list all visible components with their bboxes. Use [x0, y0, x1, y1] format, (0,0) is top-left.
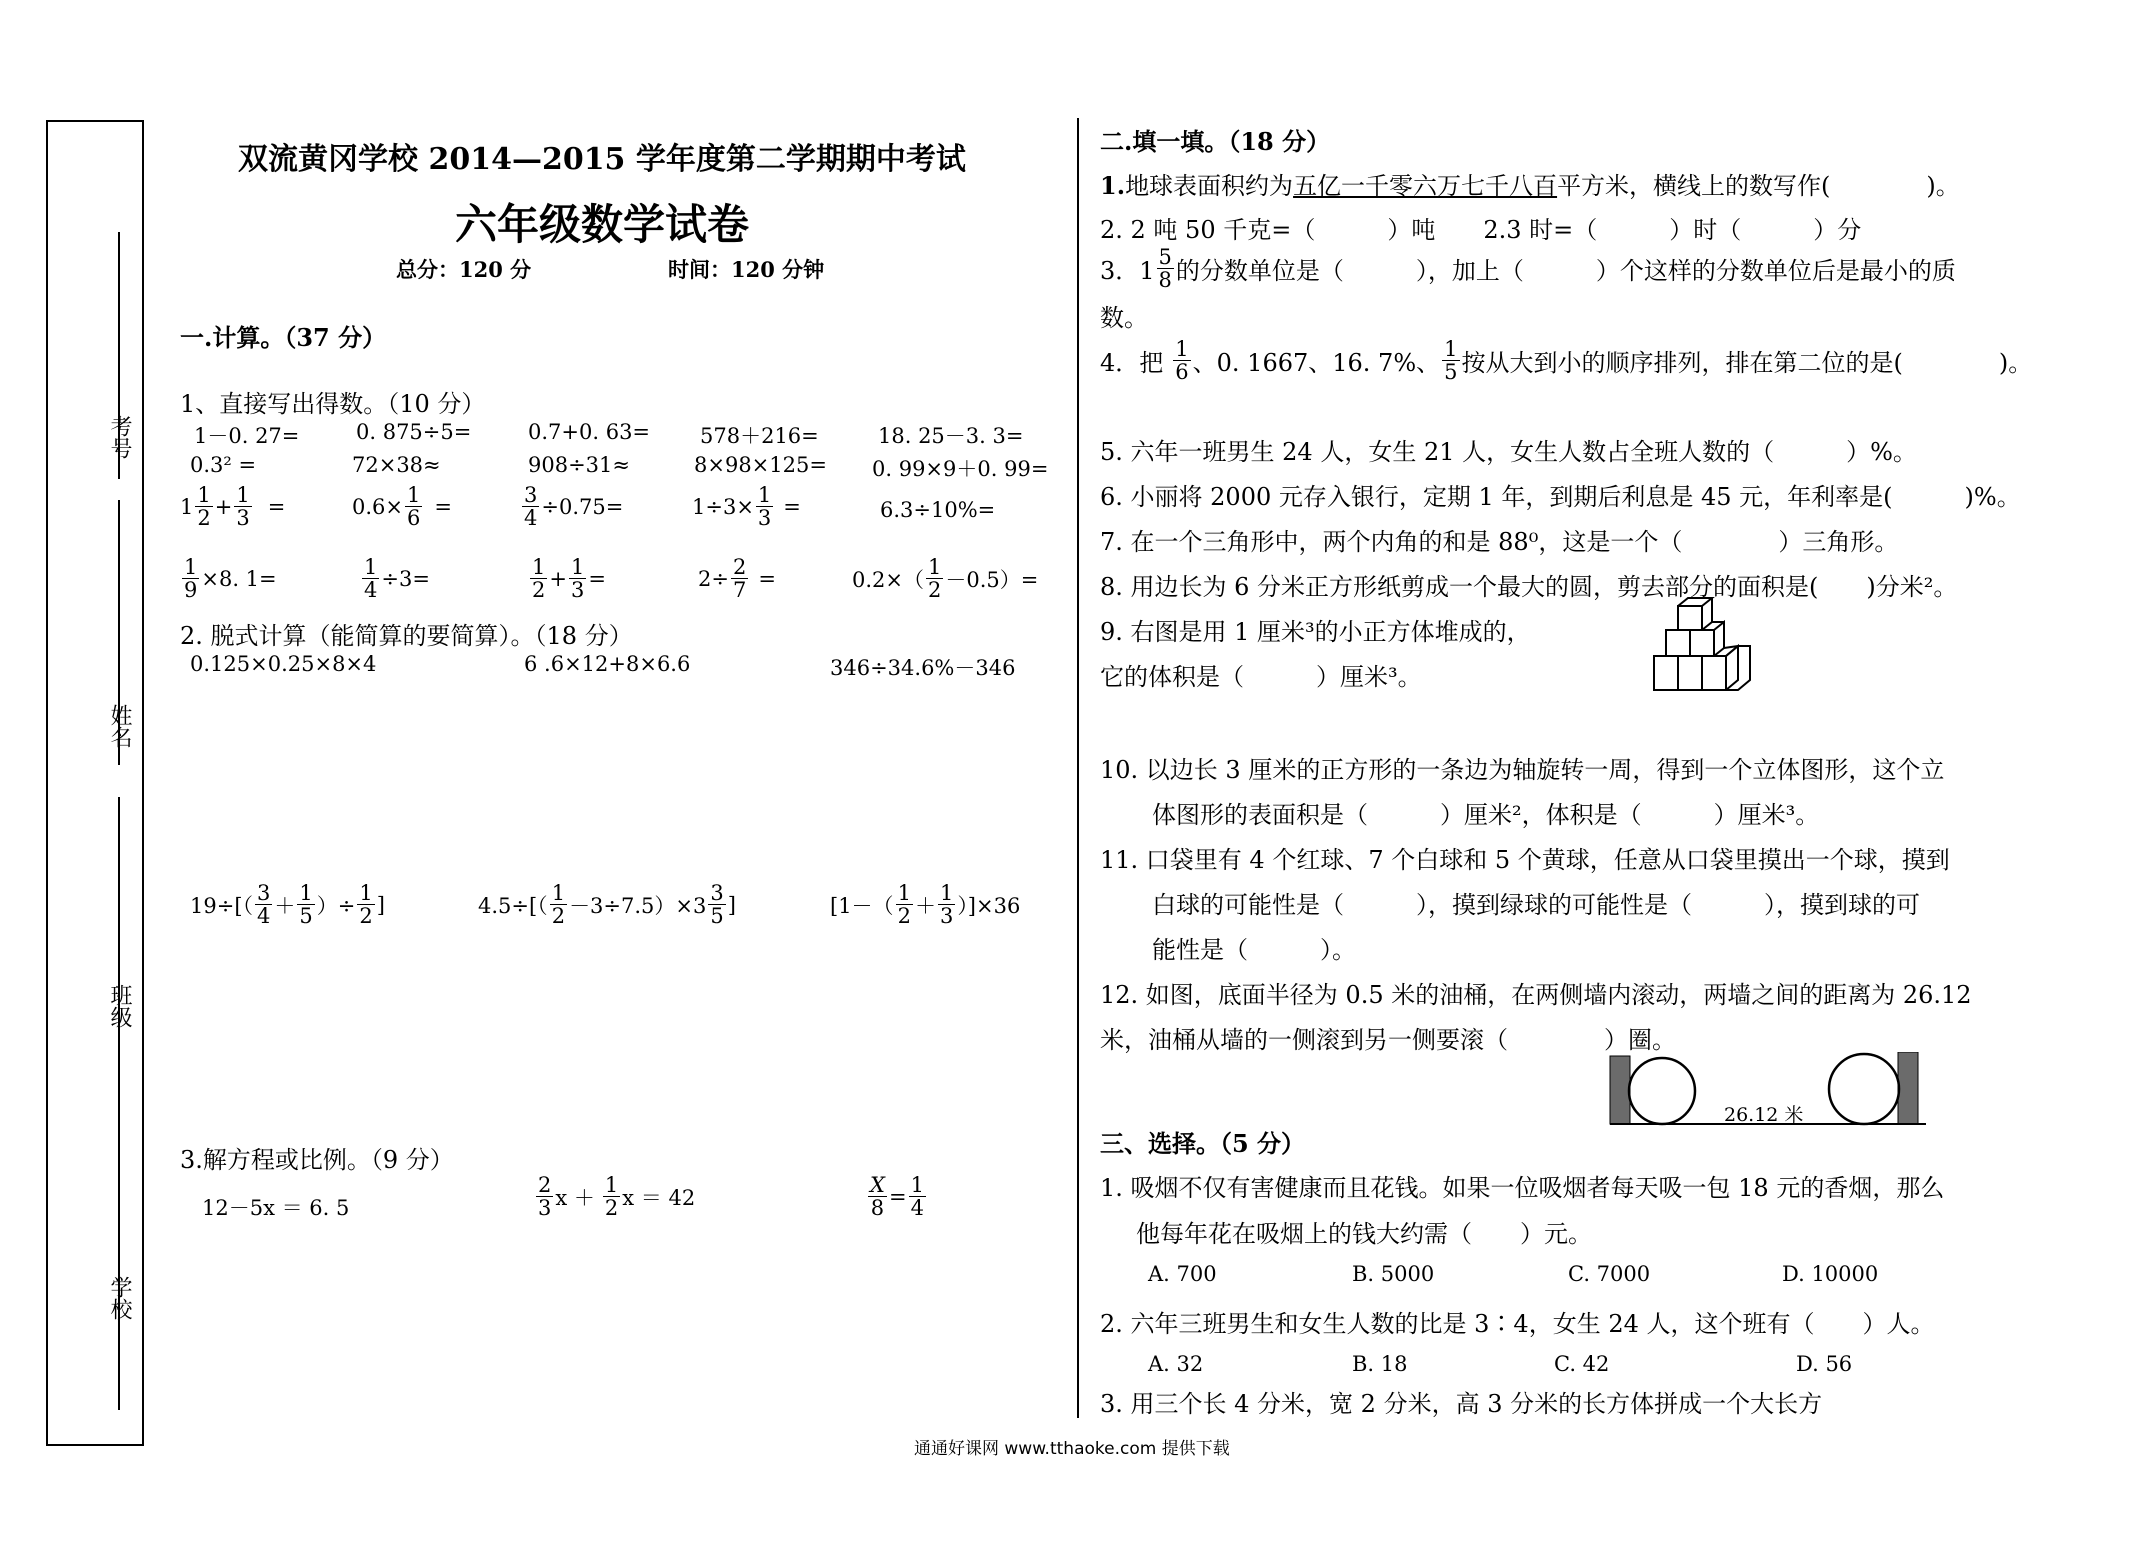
- c2: 2. 六年三班男生和女生人数的比是 3∶4，女生 24 人，这个班有（ ）人。: [1100, 1310, 1935, 1338]
- main-title: 六年级数学试卷: [455, 200, 750, 249]
- q3-cont: 数。: [1100, 304, 1148, 332]
- exam-number-label: 考号: [107, 415, 132, 459]
- q12-a: 12. 如图，底面半径为 0.5 米的油桶，在两侧墙内滚动，两墙之间的距离为 26.12: [1100, 981, 1972, 1009]
- s1-title: 1、直接写出得数。（10 分）: [180, 390, 486, 418]
- q3: 3．1 $\frac{5}{8}$ 的分数单位是（ ），加上（ ）个这样的分数单位后是最小的质: [1100, 245, 1956, 293]
- q11-b: 白球的可能性是（ ），摸到绿球的可能性是（ ），摸到球的可: [1152, 891, 1920, 919]
- part2-heading: 二.填一填。（18 分）: [1100, 127, 1331, 156]
- binding-strip: [46, 120, 144, 1446]
- q11-c: 能性是（ ）。: [1152, 936, 1356, 964]
- c3: 3. 用三个长 4 分米，宽 2 分米，高 3 分米的长方体拼成一个大长方: [1100, 1390, 1823, 1418]
- s1-item: 578＋216=: [700, 424, 819, 448]
- school-label: 学校: [107, 1276, 132, 1320]
- class-line: [118, 797, 120, 1107]
- s1-item-chain: 1÷3× $\frac{1}{3}$ =: [692, 483, 801, 531]
- q7: 7. 在一个三角形中，两个内角的和是 88⁰，这是一个（ ）三角形。: [1100, 528, 1899, 556]
- s3-equation-3: $\frac{X}{8}$ = $\frac{1}{4}$: [870, 1173, 924, 1221]
- q11-a: 11. 口袋里有 4 个红球、7 个白球和 5 个黄球，任意从口袋里摸出一个球，摸到: [1100, 846, 1950, 874]
- school-title: 双流黄冈学校 2014—2015 学年度第二学期期中考试: [238, 142, 966, 177]
- c1-option: A. 700: [1148, 1262, 1217, 1286]
- s1-item-product: 0.6× $\frac{1}{6}$ =: [352, 483, 452, 531]
- s1-item: 18. 25－3. 3=: [878, 424, 1024, 448]
- s1-item-mixed-sum: 1 $\frac{1}{2}$ + $\frac{1}{3}$ =: [180, 483, 286, 531]
- part1-heading: 一.计算。（37 分）: [180, 323, 387, 352]
- c1-option: B. 5000: [1352, 1262, 1435, 1286]
- q9-b: 它的体积是（ ）厘米³。: [1100, 663, 1422, 691]
- drum-distance-label: 26.12 米: [1724, 1104, 1804, 1126]
- footer-source: 通通好课网 www.tthaoke.com 提供下载: [914, 1439, 1230, 1459]
- q1: 1.地球表面积约为五亿一千零六万七千八百平方米，横线上的数写作( )。: [1100, 171, 1960, 200]
- class-label: 班级: [107, 984, 132, 1028]
- s1-item: 0. 99×9＋0. 99=: [872, 457, 1049, 481]
- c2-option: B. 18: [1352, 1352, 1408, 1376]
- s3-equation-2: $\frac{2}{3}$ x ＋ $\frac{1}{2}$ x ＝ 42: [538, 1173, 696, 1221]
- q6: 6. 小丽将 2000 元存入银行，定期 1 年，到期后利息是 45 元，年利率是( )%。: [1100, 483, 2021, 511]
- q10-a: 10. 以边长 3 厘米的正方形的一条边为轴旋转一周，得到一个立体图形，这个立: [1100, 756, 1945, 784]
- s1-item: 908÷31≈: [528, 453, 630, 477]
- q10-b: 体图形的表面积是（ ）厘米²，体积是（ ）厘米³。: [1152, 801, 1820, 829]
- total-score: 总分：120 分: [396, 257, 532, 282]
- s1-item-division: $\frac{3}{4}$ ÷0.75=: [524, 483, 624, 531]
- s1-item: $\frac{1}{9}$ ×8. 1=: [184, 555, 277, 603]
- name-label: 姓名: [107, 704, 132, 748]
- c1-option: D. 10000: [1782, 1262, 1879, 1286]
- q8: 8. 用边长为 6 分米正方形纸剪成一个最大的圆，剪去部分的面积是( )分米²。: [1100, 573, 1958, 601]
- s1-item: 0.3² =: [190, 453, 257, 477]
- s2-item: 6 .6×12+8×6.6: [524, 652, 691, 676]
- cube-stack-figure: [1650, 596, 1760, 698]
- s3-equation-1: 12－5x ＝ 6. 5: [202, 1196, 350, 1220]
- s1-item: $\frac{1}{2}$ + $\frac{1}{3}$ =: [532, 555, 606, 603]
- c1-a: 1. 吸烟不仅有害健康而且花钱。如果一位吸烟者每天吸一包 18 元的香烟，那么: [1100, 1174, 1945, 1202]
- exam-time: 时间：120 分钟: [668, 257, 825, 282]
- s2-item: 346÷34.6%－346: [830, 656, 1016, 680]
- s2-item: 19÷[（ $\frac{3}{4}$ ＋ $\frac{1}{5}$ ）÷ $\frac{1}{2}$ ]: [190, 881, 385, 929]
- part3-heading: 三、选择。（5 分）: [1100, 1129, 1306, 1158]
- s3-title: 3.解方程或比例。（9 分）: [180, 1146, 454, 1174]
- c1-b: 他每年花在吸烟上的钱大约需（ ）元。: [1136, 1220, 1592, 1248]
- c2-option: C. 42: [1554, 1352, 1610, 1376]
- s1-item: 0.7+0. 63=: [528, 420, 651, 444]
- q9-a: 9. 右图是用 1 厘米³的小正方体堆成的，: [1100, 618, 1531, 646]
- s1-item: 72×38≈: [352, 453, 441, 477]
- s1-item: 0.2×（ $\frac{1}{2}$ －0.5）=: [852, 555, 1039, 603]
- school-line: [118, 1090, 120, 1410]
- q5: 5. 六年一班男生 24 人，女生 21 人，女生人数占全班人数的（ ）%。: [1100, 438, 1917, 466]
- c2-option: A. 32: [1148, 1352, 1204, 1376]
- c2-option: D. 56: [1796, 1352, 1853, 1376]
- s2-item: [1－（ $\frac{1}{2}$ ＋ $\frac{1}{3}$ ）]×36: [830, 881, 1021, 929]
- s1-item: 2 ÷ $\frac{2}{7}$ =: [698, 555, 776, 603]
- s1-item: $\frac{1}{4}$ ÷3=: [364, 555, 430, 603]
- s2-item: 0.125×0.25×8×4: [190, 652, 377, 676]
- s2-title: 2. 脱式计算（能简算的要简算）。（18 分）: [180, 622, 633, 650]
- c1-option: C. 7000: [1568, 1262, 1651, 1286]
- q4: 4．把 $\frac{1}{6}$ 、0. 1667、16. 7%、 $\frac{1}{5}$ 按从大到小的顺序排列，排在第二位的是( )。: [1100, 337, 2033, 385]
- q12-b: 米，油桶从墙的一侧滚到另一侧要滚（ ）圈。: [1100, 1026, 1676, 1054]
- s1-item: 8×98×125=: [694, 453, 827, 477]
- s2-item: 4.5÷[（ $\frac{1}{2}$ －3÷7.5）×3 $\frac{3}{5}$ ]: [478, 881, 736, 929]
- s1-item: 6.3÷10%=: [880, 498, 996, 522]
- column-divider: [1077, 118, 1079, 1418]
- q2: 2. 2 吨 50 千克=（ ）吨 2.3 时=（ ）时（ ）分: [1100, 216, 1862, 244]
- s1-item: 0. 875÷5=: [356, 420, 472, 444]
- s1-item: 1－0. 27=: [194, 424, 300, 448]
